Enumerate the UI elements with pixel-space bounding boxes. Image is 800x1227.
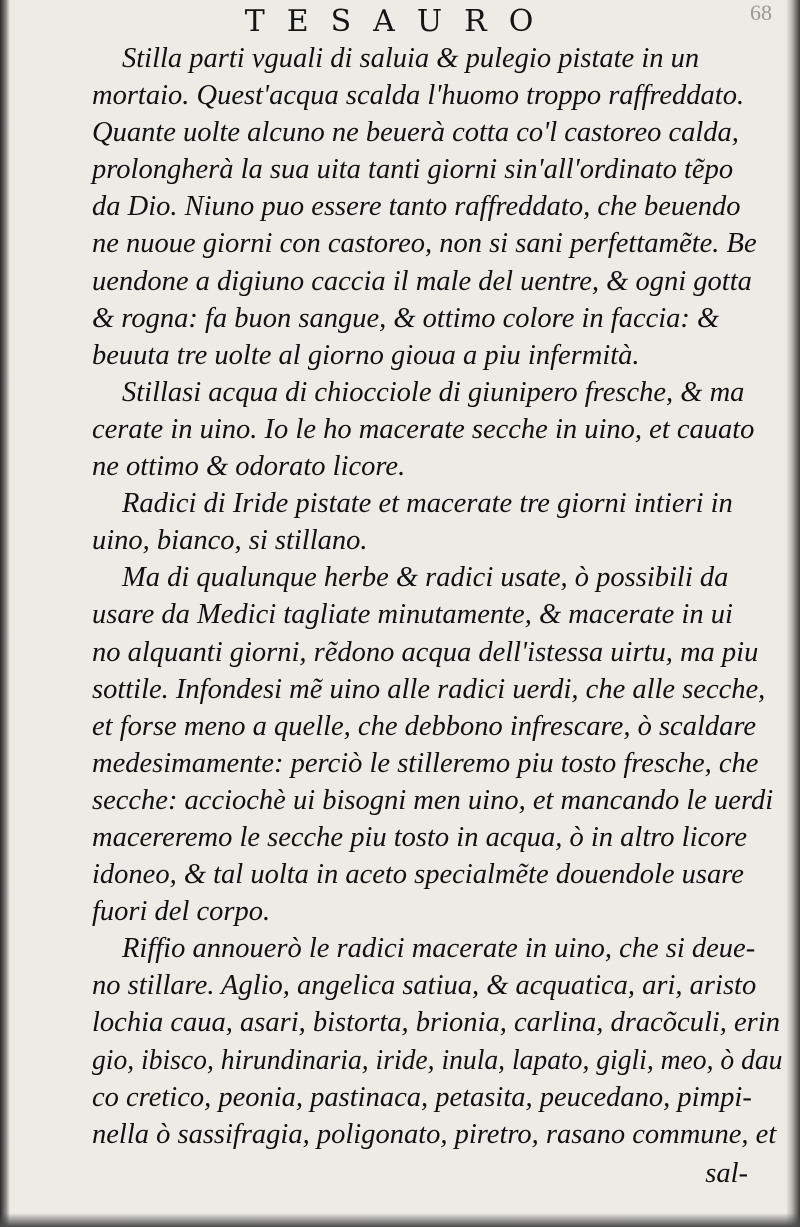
text-line: uendone a digiuno caccia il male del uentre, & ogni gotta — [92, 265, 752, 297]
text-line: idoneo, & tal uolta in aceto specialmẽte douendole usare — [92, 859, 744, 891]
page-edge-bottom — [0, 1213, 800, 1227]
text-line: Radici di Iride pistate et macerate tre giorni intieri in — [122, 488, 733, 520]
text-line: beuuta tre uolte al giorno gioua a piu infermità. — [92, 339, 640, 371]
text-line: da Dio. Niuno puo essere tanto raffreddato, che beuendo — [92, 191, 741, 223]
text-line: secche: acciochè ui bisogni men uino, et mancando le uerdi — [92, 784, 774, 816]
text-line: prolongherà la sua uita tanti giorni sin'all'ordinato tẽpo — [92, 154, 734, 186]
text-line: Stillasi acqua di chiocciole di giunipero fresche, & ma — [122, 376, 745, 408]
text-line: macereremo le secche piu tosto in acqua, ò in altro licore — [92, 821, 748, 853]
text-line: no alquanti giorni, rẽdono acqua dell'istessa uirtu, ma piu — [92, 636, 759, 668]
page-edge-right — [786, 0, 800, 1227]
catchword: sal- — [705, 1158, 748, 1189]
text-line: nella ò sassifragia, poligonato, piretro, rasano commune, et — [92, 1118, 777, 1150]
text-line: co cretico, peonia, pastinaca, petasita, peucedano, pimpi- — [92, 1081, 752, 1113]
text-line: uino, bianco, si stillano. — [92, 525, 368, 557]
text-line: medesimamente: perciò le stilleremo piu tosto fresche, che — [92, 747, 759, 779]
text-line: gio, ibisco, hirundinaria, iride, inula, lapato, gigli, meo, ò dau — [92, 1044, 783, 1076]
body-text — [92, 40, 782, 1153]
text-line: cerate in uino. Io le ho macerate secche in uino, et cauato — [92, 413, 755, 445]
page-number: 68 — [750, 0, 772, 25]
text-line: lochia caua, asari, bistorta, brionia, carlina, dracõculi, erin — [92, 1007, 780, 1039]
text-line: Stilla parti vguali di saluia & pulegio pistate in un — [122, 43, 700, 74]
text-line: ne ottimo & odorato licore. — [92, 451, 406, 483]
running-title: TESAURO — [244, 4, 556, 39]
text-line: no stillare. Aglio, angelica satiua, & acquatica, ari, aristo — [92, 970, 757, 1002]
text-line: Quante uolte alcuno ne beuerà cotta co'l castoreo calda, — [92, 117, 739, 149]
text-line: Riffio annouerò le radici macerate in uino, che si deue- — [122, 933, 756, 965]
text-line: et forse meno a quelle, che debbono infrescare, ò scaldare — [92, 710, 757, 742]
text-line: Ma di qualunque herbe & radici usate, ò possibili da — [122, 562, 729, 594]
text-line: & rogna: fa buon sangue, & ottimo colore in faccia: & — [92, 302, 720, 334]
text-line: ne nuoue giorni con castoreo, non si sani perfettamẽte. Be — [92, 228, 757, 260]
text-line: sottile. Infondesi mẽ uino alle radici uerdi, che alle secche, — [92, 673, 766, 705]
text-line: mortaio. Quest'acqua scalda l'huomo troppo raffreddato. — [92, 80, 745, 112]
text-line: fuori del corpo. — [92, 896, 271, 928]
text-line: usare da Medici tagliate minutamente, & macerate in ui — [92, 599, 733, 631]
page-edge-left — [0, 0, 10, 1227]
